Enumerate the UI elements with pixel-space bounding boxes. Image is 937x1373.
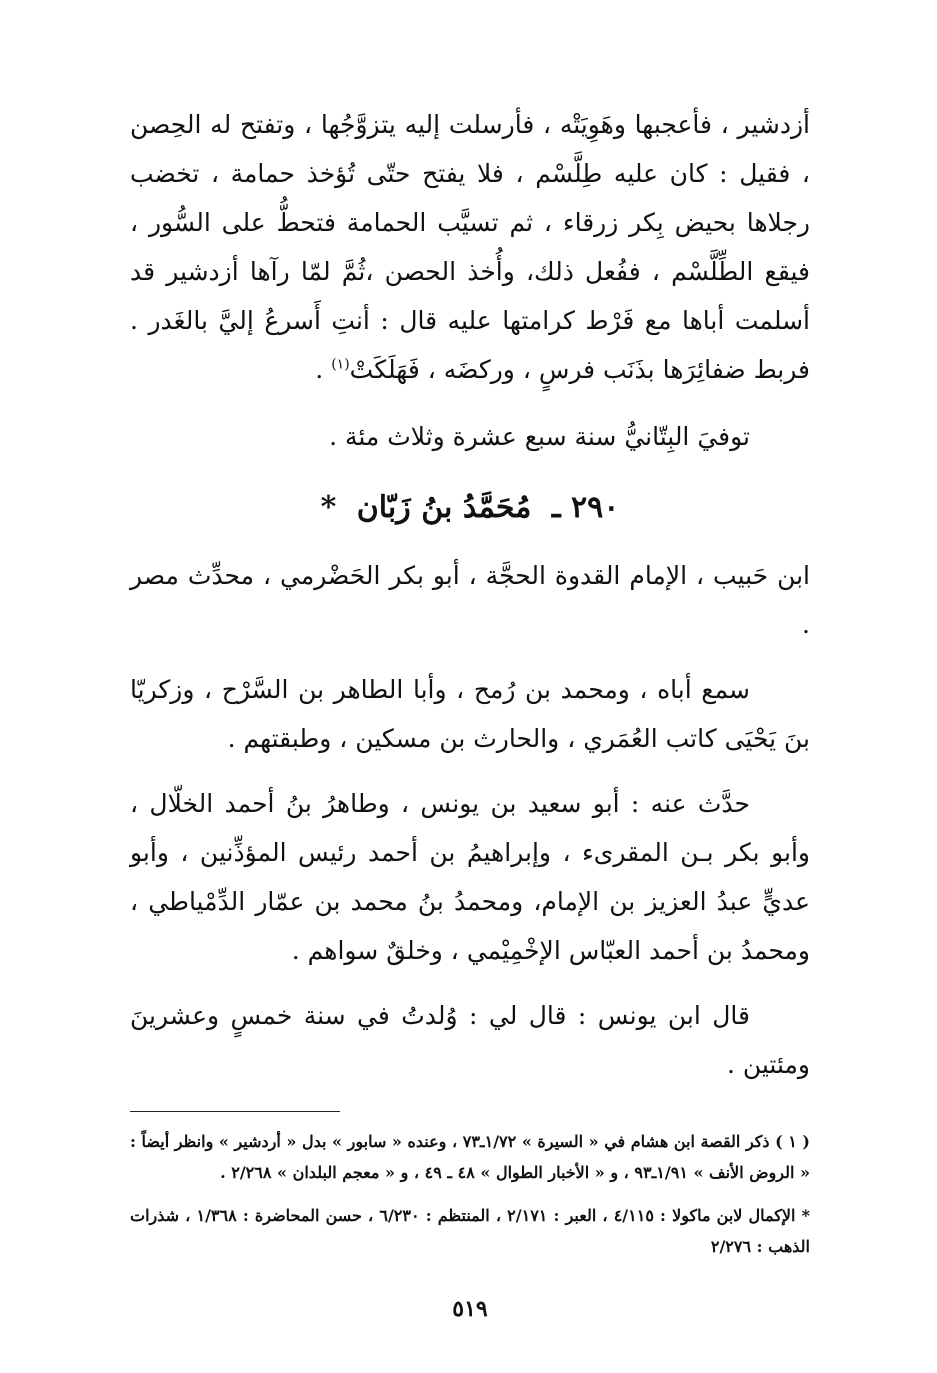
page-number: ٥١٩ [452, 1296, 488, 1322]
entry-number: ٢٩٠ ـ [551, 490, 620, 525]
continuation-paragraph [130, 100, 810, 394]
footnote-sources: * الإكمال لابن ماكولا : ٤/١١٥ ، العبر : ٢/١٧١ ، المنتظم : ٦/٢٣٠ ، حسن المحاضرة : ١/٣٦٨ ، شذرات الذهب : ٢/٢٧٦ [130, 1206, 810, 1256]
continuation-text: أزدشير ، فأعجبها وهَوِيَتْه ، فأرسلت إليه يتزوَّجُها ، وتفتح له الحِصن ، فقيل : كان عليه طِلَّسْم ، فلا يفتح حتّى تُؤخذ حمامة ، تخضب رجلاها بحيض بِكر زرقاء ، ثم تسيَّب الحمامة فتحطُّ على السُّور ، فيقع الطِّلَّسْم ، ففُعل ذلك، وأُخذ الحصن ،ثُمَّ لمّا رآها أزدشير قد أسلمت أباها مع فَرْط كرامتها عليه قال : أنتِ أَسرعُ إليَّ بالغَدر . فربط ضفائِرَها بذَنَب فرسٍ ، وركضَه ، فَهَلَكَتْ [130, 110, 810, 384]
paragraph-teachers: سمع أباه ، ومحمد بن رُمح ، وأبا الطاهر بن السَّرْح ، وزكريّا بنَ يَحْيَى كاتب العُمَري ، والحارث بن مسكين ، وطبقتهم . [130, 675, 810, 753]
footnote-divider [130, 1111, 340, 1112]
footnote-reference: (١) [331, 356, 350, 373]
paragraph-lineage: ابن حَبيب ، الإمام القدوة الحجَّة ، أبو بكر الحَضْرمي ، محدِّث مصر . [130, 561, 810, 639]
paragraph-students: حدَّث عنه : أبو سعيد بن يونس ، وطاهرُ بنُ أحمد الخلّال ، وأبو بكر بـن المقرىء ، وإبراهيمُ بن أحمد رئيس المؤذِّنين ، وأبو عديٍّ عبدُ العزيز بن الإمام، ومحمدُ بنُ محمد بن عمّار الدِّمْياطي ، ومحمدُ بن أحمد العبّاس الإخْمِيْمي ، وخلقٌ سواهم . [130, 789, 810, 965]
continuation-end: . [315, 355, 332, 384]
entry-marker: * [320, 490, 337, 525]
entry-name: مُحَمَّدُ بنُ زَبّان [356, 490, 532, 525]
entry-heading [130, 483, 810, 533]
footnote-1: ( ١ ) ذكر القصة ابن هشام في « السيرة » ١/٧٢ـ٧٣ ، وعنده « سابور » بدل « أردشير » وانظر أيضاً : « الروض الأنف » ١/٩١ـ٩٣ ، و « الأخبار الطوال » ٤٨ ـ ٤٩ ، و « معجم البلدان » ٢/٢٦٨ . [130, 1132, 810, 1182]
paragraph-birth: قال ابن يونس : قال لي : وُلدتُ في سنة خمسٍ وعشرينَ ومئتين . [130, 1001, 810, 1079]
book-page [130, 100, 810, 1322]
death-note: توفيَ البِتّانيُّ سنة سبع عشرة وثلاث مئة . [329, 422, 750, 451]
